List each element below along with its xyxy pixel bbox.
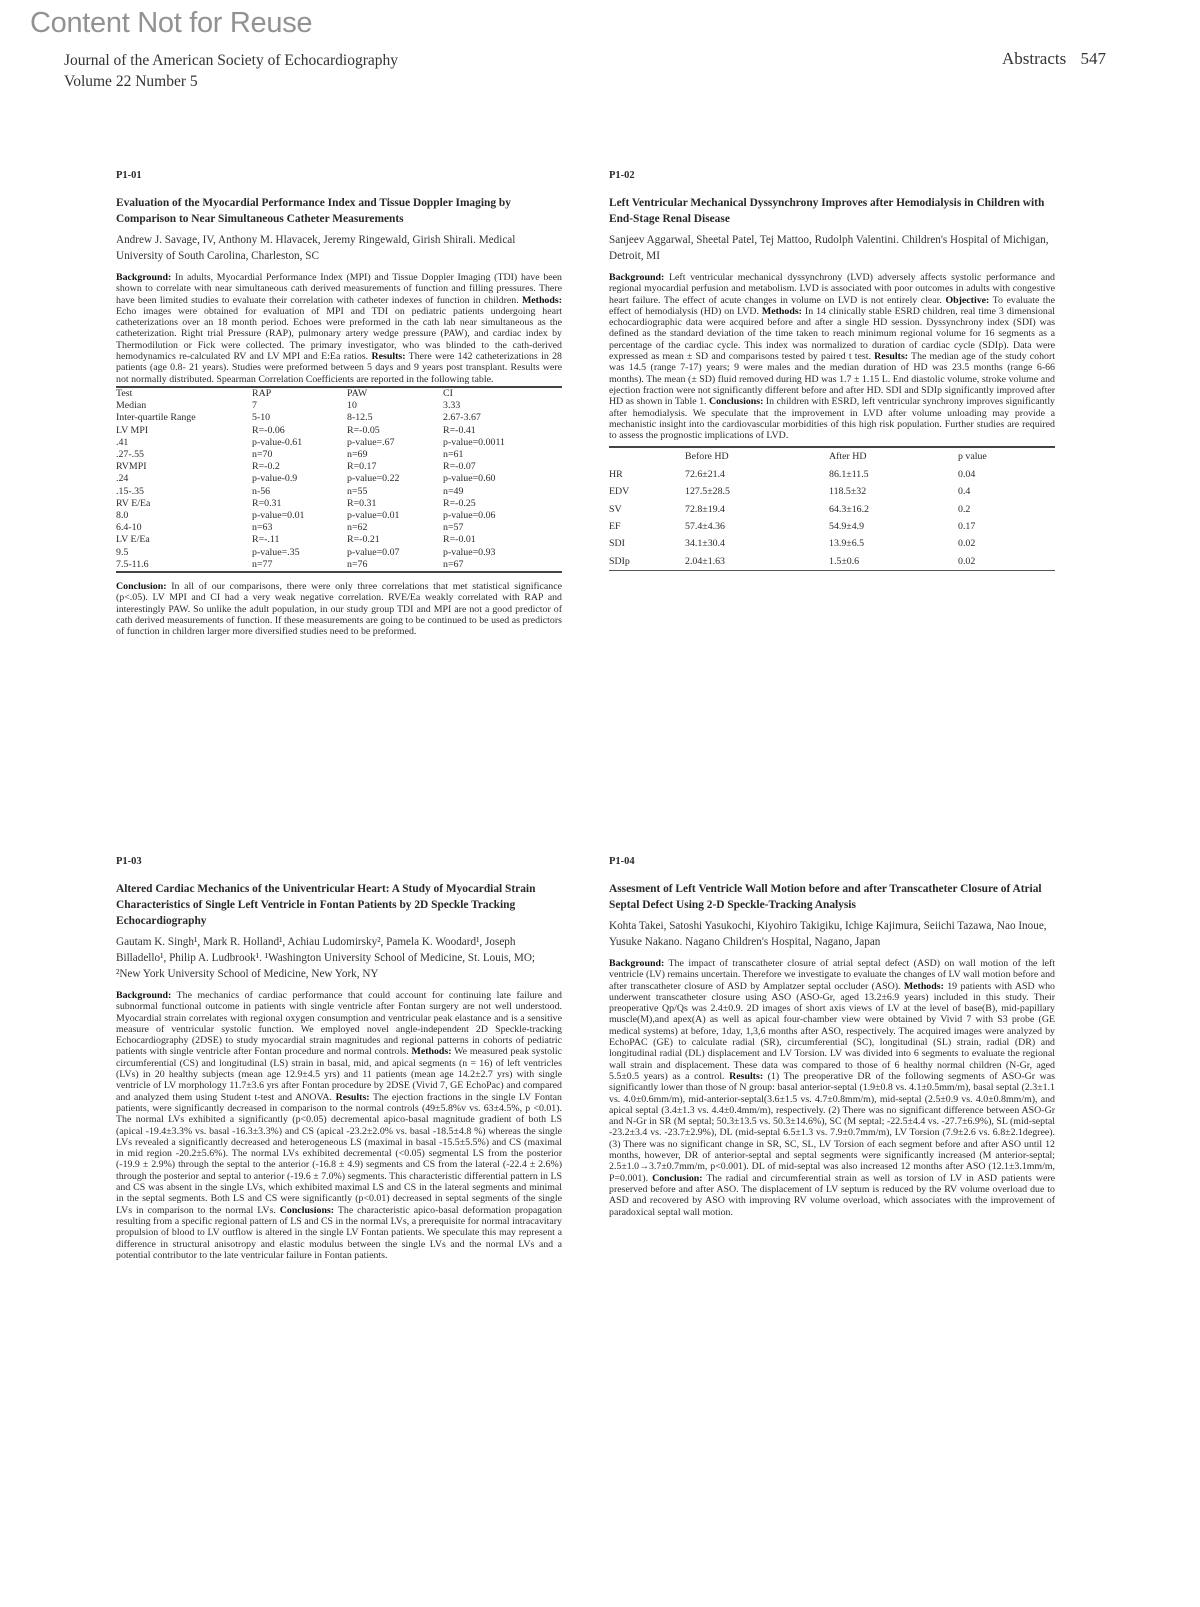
section-text: To evaluate the effect of hemodialysis (HD) on LVD. — [609, 294, 1055, 317]
section-label: Conclusion: — [116, 581, 167, 593]
section-text: In 14 clinically stable ESRD children, real time 3 dimensional echocardiographic data were acquired before and after a single HD session. Dyssynchrony index (SDI) was defined as the standard deviation of the time taken to reach minimum regional volume for 16 segments as a percentage of the cardiac cycle. This index was normalized to duration of cardiac cycle (SDIp). Data were expressed as mean ± SD and comparisons tested by paired t test. — [609, 305, 1055, 363]
table-row — [609, 501, 1055, 518]
table-row — [609, 553, 1055, 571]
section-text: 19 patients with ASD who underwent transcatheter closure using ASO (ASO-Gr, aged 13.2±6.9 years) included in this study. Their preoperative Qp/Qs was 2.4±0.9. 2D images of short axis views of LV at the level of base(B), mid-papillary muscle(M),and apex(A) as well as apical four-chamber view were obtained by Vivid 7 with S3 probe (GE medical systems) at before, 1day, 1,3,6 months after ASO, respectively. The acquired images were analyzed by EchoPAC (GE) to calculate radial (SR), circumferential (SC), longitudinal (SL) strain, radial (DR) and longitudinal radial (DL) displacement and LV Torsion. LV was divided into 6 segments to evaluate the regional wall strain and displacement. These data was compared to those of 6 healthy normal children (N-Gr, aged 5.5±0.5 years) as a control. — [609, 980, 1055, 1082]
table-cell: p-value=0.0011 — [443, 436, 505, 448]
table-cell: n=61 — [443, 448, 464, 460]
section-label: Methods: — [411, 1046, 452, 1058]
table-cell: LV MPI — [116, 424, 149, 436]
abstract-title: Altered Cardiac Mechanics of the Univentricular Heart: A Study of Myocardial Strain Characteristics of Single Left Ventricle in Fontan Patients by 2D Speckle Tracking Echocardiography — [116, 883, 536, 927]
table-row — [116, 461, 562, 473]
column-header: p value — [958, 451, 987, 463]
table-cell: p-value=0.22 — [347, 473, 400, 485]
table-cell: n=62 — [347, 522, 368, 534]
table-cell: 8.0 — [116, 510, 129, 521]
table-cell: R=-0.07 — [443, 461, 476, 473]
section-name: Abstracts — [1002, 49, 1067, 68]
table-cell: 118.5±32 — [829, 486, 867, 498]
table-cell: 0.2 — [958, 503, 971, 515]
table-cell: 64.3±16.2 — [829, 503, 869, 515]
section-text: In all of our comparisons, there were only three correlations that met statistical significance (p<.05). LV MPI and CI had a very weak negative correlation. RVE/Ea weakly correlated with RAP and interestingly PAW. So unlike the adult population, in our study group TDI and MPI are not a good predictor of cath derived measurements of function. If these measurements are going to be continued to be used as predictors of function in children larger more diversified studies need to be preformed. — [116, 581, 562, 638]
table-cell: .27-.55 — [116, 448, 144, 460]
table-row — [609, 518, 1055, 535]
abstract-id: P1-01 — [116, 170, 142, 181]
table-cell: RV E/Ea — [116, 497, 151, 509]
journal-header — [64, 50, 398, 92]
table-cell: n=55 — [347, 485, 368, 497]
section-label: Results: — [729, 1070, 764, 1082]
table-row — [116, 522, 562, 534]
section-label: Methods: — [521, 294, 562, 306]
table-cell: R=-0.06 — [252, 424, 285, 436]
table-cell: R=0.31 — [347, 497, 377, 509]
table-row — [116, 559, 562, 572]
table-cell: SDIp — [609, 555, 630, 567]
abstract-authors: Sanjeev Aggarwal, Sheetal Patel, Tej Mattoo, Rudolph Valentini. Children's Hospital of Michigan, Detroit, MI — [609, 234, 1049, 262]
abstract-p1-01 — [116, 170, 562, 638]
column-header: After HD — [829, 451, 867, 463]
section-text: Left ventricular mechanical dyssynchrony (LVD) adversely affects systolic performance and regional myocardial perfusion and metabolism. LVD is associated with poor outcomes in adults with congestive heart failure. The effect of acute changes in volume on LVD is not entirely clear. — [609, 272, 1055, 306]
table-cell: R=-0.2 — [252, 461, 280, 473]
table-cell: 72.8±19.4 — [685, 503, 725, 515]
abstract-title: Left Ventricular Mechanical Dyssynchrony Improves after Hemodialysis in Children with End-Stage Renal Disease — [609, 197, 1045, 225]
table-cell: 2.04±1.63 — [685, 555, 725, 567]
table-cell: p-value=0.01 — [252, 510, 305, 521]
abstract-p1-02 — [609, 170, 1055, 571]
section-text: The median age of the study cohort was 14.5 (range 7-17) years; 9 were males and the median duration of HD was 23.5 months (range 6-66 months). The mean (± SD) fluid removed during HD was 1.7 ± 1.15 L. End diastolic volume, stroke volume and ejection fraction were not significantly different before and after HD. SDI and SDIp significantly improved after HD as shown in Table 1. — [609, 351, 1055, 408]
table-row — [609, 535, 1055, 552]
table-cell: 7.5-11.6 — [116, 558, 149, 570]
table-cell: p-value=.67 — [347, 436, 395, 448]
table-cell: p-value=0.01 — [347, 510, 400, 521]
section-label: Background: — [609, 272, 665, 283]
abstract-id: P1-04 — [609, 856, 635, 867]
section-text: In children with ESRD, left ventricular synchrony improves significantly after hemodialysis. We speculate that the improvement in LVD after volume unloading may provide a mechanistic insight into the cardiovascular morbidities of this high risk population. Further studies are required to assess the prognostic implications of LVD. — [609, 396, 1055, 442]
table-cell: 34.1±30.4 — [685, 538, 725, 550]
section-label: Background: — [609, 958, 665, 969]
abstract-body — [116, 581, 562, 637]
table-cell: .24 — [116, 473, 129, 485]
table-cell: R=0.31 — [252, 497, 282, 509]
table-row — [609, 466, 1055, 483]
table-cell: HR — [609, 468, 623, 480]
column-header: CI — [443, 387, 453, 399]
table-cell: 0.02 — [958, 538, 976, 550]
table-row — [116, 425, 562, 437]
section-label: Methods: — [761, 305, 802, 317]
table-cell: n=57 — [443, 522, 464, 534]
table-cell: .15-.35 — [116, 485, 144, 497]
column-header: Before HD — [685, 451, 729, 463]
table-cell: R=-.11 — [252, 534, 280, 546]
journal-title: Journal of the American Society of Echocardiography — [64, 52, 398, 69]
table-row — [116, 473, 562, 485]
table-cell: 6.4-10 — [116, 522, 142, 534]
abstract-body — [116, 272, 562, 385]
table-cell: 127.5±28.5 — [685, 486, 730, 498]
table-row — [116, 534, 562, 546]
section-text: There were 142 catheterizations in 28 patients (age 0.8- 21 years). Studies were preformed between 5 days and 9 years post transplant. Results were not normally distributed. Spearman Correlation Coefficients are reported in the following table. — [116, 351, 562, 385]
section-text: The ejection fractions in the single LV Fontan patients, were significantly decreased in comparison to the normal controls (49±5.8%v vs. 63±4.5%, p <0.01). The normal LVs exhibited a significantly (p<0.05) decremental apico-basal magnitude gradient of both LS (apical -19.4±3.3% vs. basal -16.3±3.3%) and CS (apical -23.2±2.0% vs. basal -18.5±4.8 %) whereas the single LVs revealed a significantly decreased and heterogeneous LS (maximal in basal -15.5±5.5%) and CS (maximal in mid region -20.2±5.6%). The normal LVs exhibited decremental (<0.05) segmental LS from the posterior (-19.9 ± 2.9%) through the septal to the anterior (-16.8 ± 4.9) segments and CS from the lateral (-22.4 ± 2.6%) through the posterior and septal to anterior (-19.6 ± 7.0%) segments. This characteristic differential pattern in LS and CS was absent in the single LVs, which exhibited maximal LS and CS in the lateral segments and minimal in the septal segments. Both LS and CS were significantly (p<0.01) decreased in septal segments of the single LVs in comparison to the normal LVs. — [116, 1091, 562, 1216]
table-cell: Inter-quartile Range — [116, 412, 196, 424]
table-row — [116, 547, 562, 559]
table-row — [116, 412, 562, 424]
table-cell: p-value=0.93 — [443, 546, 496, 558]
results-table — [116, 386, 562, 573]
section-text: The radial and circumferential strain as well as torsion of LV in ASD patients were preserved before and after ASO. The displacement of LV septum is reduced by the RV volume overload due to ASD and recovered by ASO with improving RV volume overload, which associates with the improvement of paradoxical septal wall motion. — [609, 1172, 1055, 1218]
table-cell: RVMPI — [116, 461, 147, 473]
section-text: We measured peak systolic circumferential (CS) and longitudinal (LS) strain in basal, mid, and apical segments (n = 16) of left ventricles (LVs) in 20 healthy subjects (mean age 12.9±4.5 yrs) and 11 patients (mean age 14.2±2.7 yrs) with single ventricle of LV morphology 11.7±3.6 yrs after Fontan procedure by 2DSE (Vivid 7, GE EchoPac) and compared and analyzed them using Student t-test and ANOVA. — [116, 1046, 562, 1103]
table-cell: R=-0.05 — [347, 424, 380, 436]
abstract-p1-04 — [609, 856, 1055, 1218]
table-cell: 0.04 — [958, 468, 976, 480]
table-row — [609, 483, 1055, 500]
table-cell: p-value=0.60 — [443, 473, 496, 485]
abstract-body — [116, 990, 562, 1261]
page-number: 547 — [1080, 49, 1106, 68]
column-header — [609, 447, 685, 465]
table-cell: p-value-0.9 — [252, 473, 298, 485]
table-cell: EDV — [609, 486, 630, 498]
section-label: Results: — [335, 1091, 370, 1103]
table-cell: 0.17 — [958, 521, 976, 533]
table-cell: R=-0.41 — [443, 424, 476, 436]
table-cell: n=69 — [347, 448, 368, 460]
abstract-p1-03 — [116, 856, 562, 1261]
section-label: Objective: — [945, 294, 990, 306]
table-row — [116, 437, 562, 449]
table-cell: LV E/Ea — [116, 534, 150, 546]
table-cell: 0.02 — [958, 555, 976, 567]
table-cell: n=77 — [252, 558, 273, 570]
table-cell: 0.4 — [958, 486, 971, 498]
table-cell: 5-10 — [252, 412, 271, 424]
section-label: Results: — [371, 351, 406, 363]
table-cell: n=49 — [443, 485, 464, 497]
results-table — [609, 446, 1055, 571]
section-label: Background: — [116, 272, 172, 283]
table-cell: EF — [609, 521, 621, 533]
table-cell: Median — [116, 400, 147, 412]
abstract-body — [609, 958, 1055, 1218]
section-label: Results: — [874, 351, 909, 363]
table-cell: R=0.17 — [347, 461, 377, 473]
section-text: In adults, Myocardial Performance Index (MPI) and Tissue Doppler Imaging (TDI) have been shown to correlate with near simultaneous cath derived measurements of function and filling pressures. There have been limited studies to evaluate their correlation with catheter indexes of function in children. — [116, 272, 562, 306]
section-label: Conclusions: — [709, 396, 764, 408]
table-cell: R=-0.25 — [443, 497, 476, 509]
table-cell: R=-0.01 — [443, 534, 476, 546]
table-cell: n=70 — [252, 448, 273, 460]
section-text: The mechanics of cardiac performance that could account for continuing late failure and subnormal functional outcome in patients with single ventricle after Fontan surgery are not well understood. Myocardial strain correlates with regional oxygen consumption and ventricular peak elastance and is a sensitive measure of ventricular systolic function. We employed novel angle-independent 2D Speckle-tracking Echocardiography (2DSE) to study myocardial strain magnitudes and regional patterns in cohorts of pediatric patients with single ventricle after Fontan procedure and normal controls. — [116, 990, 562, 1058]
abstract-title: Assesment of Left Ventricle Wall Motion before and after Transcatheter Closure of Atrial Septal Defect Using 2-D Speckle-Tracking Analysis — [609, 883, 1042, 911]
abstract-authors: Kohta Takei, Satoshi Yasukochi, Kiyohiro Takigiku, Ichige Kajimura, Seiichi Tazawa, Nao Inoue, Yusuke Nakano. Nagano Children's Hospital, Nagano, Japan — [609, 920, 1047, 948]
table-cell: 1.5±0.6 — [829, 555, 860, 567]
section-text: Echo images were obtained for evaluation of MPI and TDI on pediatric patients undergoing heart catheterizations over an 18 month period. Echoes were preformed in the cath lab near simultaneous as the catheterization. Right trial Pressure (RAP), pulmonary artery wedge pressure (PAW), and cardiac index by Thermodilution or Fick were collected. The primary investigator, who was blinded to the cath-derived hemodynamics re-calculated RV and LV MPI and E:Ea ratios. — [116, 305, 562, 363]
column-header: Test — [116, 387, 133, 399]
table-row — [116, 486, 562, 498]
section-label: Conclusion: — [652, 1172, 703, 1184]
table-cell: SV — [609, 503, 622, 515]
table-cell: p-value=0.06 — [443, 510, 496, 521]
table-cell: 8-12.5 — [347, 412, 373, 424]
table-cell: 57.4±4.36 — [685, 521, 725, 533]
watermark: Content Not for Reuse — [30, 7, 313, 39]
table-cell: R=-0.21 — [347, 534, 380, 546]
table-cell: n=67 — [443, 558, 464, 570]
table-cell: n=76 — [347, 558, 368, 570]
table-cell: 9.5 — [116, 546, 129, 558]
table-row — [116, 449, 562, 461]
section-label: Background: — [116, 990, 172, 1001]
section-text: (1) The preoperative DR of the following segments of ASO-Gr was significantly lower than those of N group: basal anterior-septal (1.9±0.8 vs. 4.1±0.5mm/m), basal septal (2.3±1.1 vs. 4.0±0.6mm/m), mid-anterior-septal(3.6±1.5 vs. 4.7±0.8mm/m), mid-septal (2.5±0.9 vs. 4.0±0.8mm/m), and apical septal (3.4±1.3 vs. 4.4±0.4mm/m), respectively. (2) There was no significant difference between ASO-Gr and N-Gr in SR (M septal; 50.3±13.5 vs. 50.3±14.6%), SC (M septal; -22.5±4.4 vs. -27.7±6.9%), SL (mid-septal -23.2±3.4 vs. -23.7±2.9%), DL (mid-septal 6.5±1.3 vs. 7.9±0.7mm/m), LV Torsion (7.9±2.6 vs. 6.8±2.1degree). (3) There was no significant change in SR, SC, SL, LV Torsion of each segment before and after ASO until 12 months, however, DR of anterior-septal and septal segments were significantly increased (M anterior-septal; 2.5±1.0→3.7±0.7mm/m, p<0.001). DL of mid-septal was also increased 12 months after ASO (12.1±3.1mm/m, P=0.001). — [609, 1070, 1055, 1184]
table-cell: .41 — [116, 436, 129, 448]
table-cell: p-value=.35 — [252, 546, 300, 558]
column-header: PAW — [347, 387, 368, 399]
table-row — [116, 510, 562, 522]
table-cell: 86.1±11.5 — [829, 468, 869, 480]
table-header-row — [609, 447, 1055, 465]
section-text: The impact of transcatheter closure of atrial septal defect (ASD) on wall motion of the left ventricle (LV) remains uncertain. Therefore we investigate to evaluate the changes of LV wall motion before and after transcatheter closure of ASD by Amplatzer septal occluder (ASO). — [609, 958, 1055, 992]
table-cell: 3.33 — [443, 400, 461, 412]
abstract-id: P1-03 — [116, 856, 142, 867]
table-header-row — [116, 387, 562, 400]
table-cell: n=63 — [252, 522, 273, 534]
abstract-title: Evaluation of the Myocardial Performance Index and Tissue Doppler Imaging by Comparison to Near Simultaneous Catheter Measurements — [116, 197, 511, 225]
table-cell: n-56 — [252, 485, 271, 497]
table-cell: 10 — [347, 400, 357, 412]
abstract-authors: Gautam K. Singh¹, Mark R. Holland¹, Achiau Ludomirsky², Pamela K. Woodard¹, Joseph Billadello¹, Philip A. Ludbrook¹. ¹Washington University School of Medicine, St. Louis, MO; ²New York University School of Medicine, New York, NY — [116, 936, 536, 980]
table-cell: p-value=0.07 — [347, 546, 400, 558]
table-row — [116, 498, 562, 510]
running-header — [1002, 49, 1106, 69]
abstract-authors: Andrew J. Savage, IV, Anthony M. Hlavacek, Jeremy Ringewald, Girish Shirali. Medical University of South Carolina, Charleston, SC — [116, 234, 516, 262]
abstract-id: P1-02 — [609, 170, 635, 181]
section-label: Methods: — [903, 980, 944, 992]
section-text: The characteristic apico-basal deformation propagation resulting from a specific regional pattern of LS and CS in the normal LVs, a prerequisite for normal intracavitary propulsion of blood to LV outflow is altered in the single LV Fontan patients. We speculate this may represent a difference in structural anisotropy and elastic modulus between the single LVs and the normal LVs and a potential contributor to the late ventricular failure in Fontan patients. — [116, 1204, 562, 1261]
table-cell: 2.67-3.67 — [443, 412, 481, 424]
journal-volume: Volume 22 Number 5 — [64, 73, 198, 90]
column-header: RAP — [252, 387, 272, 399]
table-cell: p-value-0.61 — [252, 436, 303, 448]
abstract-body — [609, 272, 1055, 441]
table-cell: 72.6±21.4 — [685, 468, 725, 480]
table-cell: SDI — [609, 538, 625, 550]
section-label: Conclusions: — [279, 1204, 335, 1216]
table-row — [116, 400, 562, 412]
table-cell: 7 — [252, 400, 257, 412]
table-cell: 54.9±4.9 — [829, 521, 865, 533]
table-cell: 13.9±6.5 — [829, 538, 865, 550]
